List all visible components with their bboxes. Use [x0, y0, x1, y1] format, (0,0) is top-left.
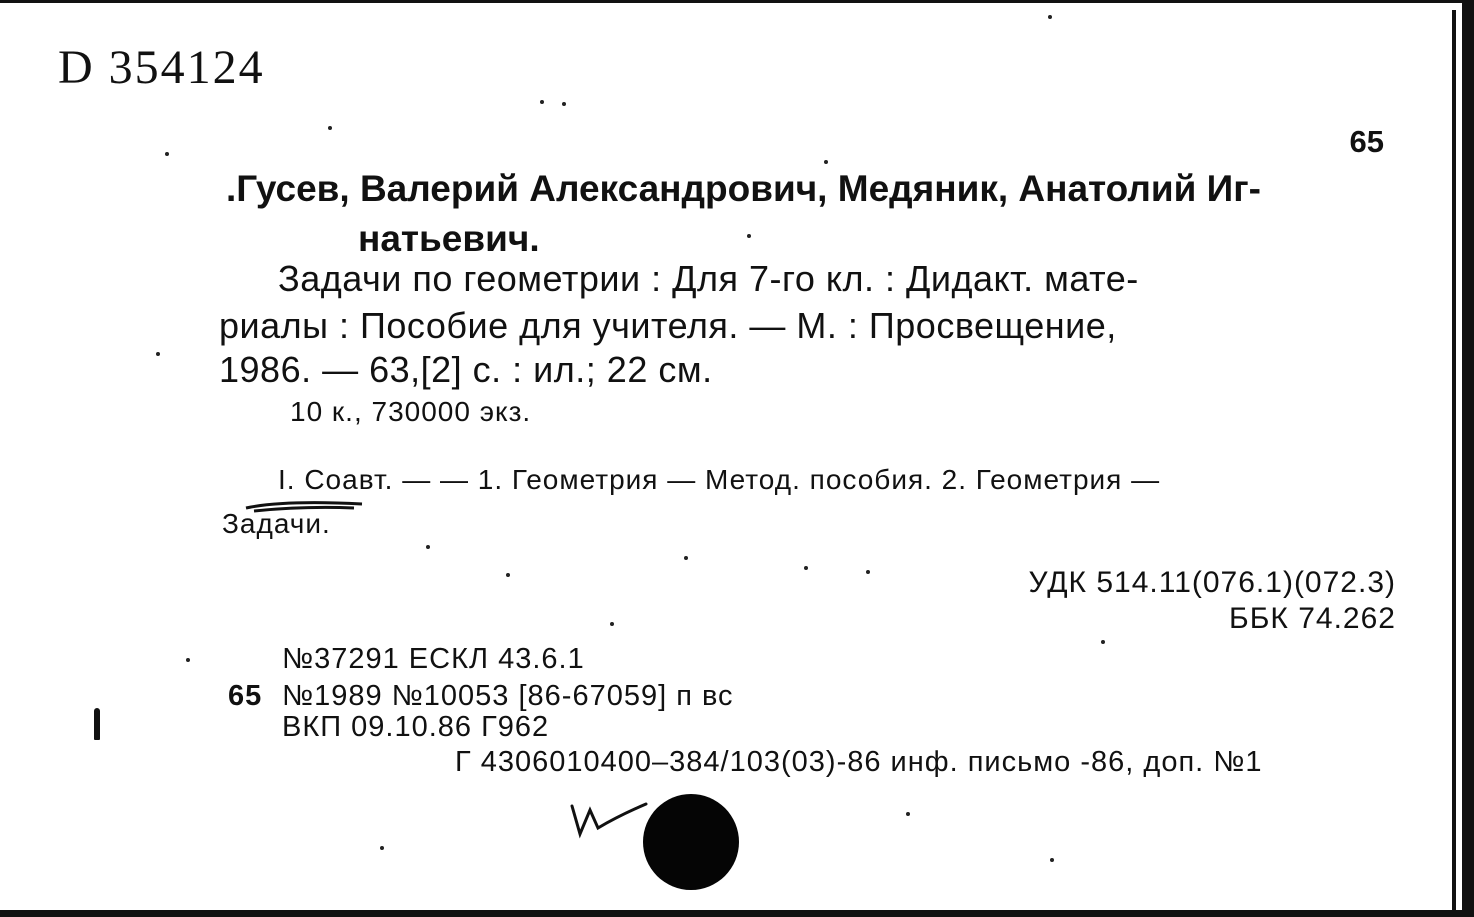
title-line-3: 1986. — 63,[2] с. : ил.; 22 см. [219, 349, 713, 390]
title-line-1: Задачи по геометрии : Для 7-го кл. : Дидакт. мате- [278, 258, 1139, 299]
speck-dot [1101, 640, 1105, 644]
card-punch-hole [643, 794, 739, 890]
shelf-mark: 65 [1349, 124, 1384, 159]
speck-dot [866, 570, 870, 574]
vkp-line: ВКП 09.10.86 Г962 [282, 711, 550, 743]
record-ids-line: №1989 №10053 [86-67059] п вс [282, 680, 734, 712]
card-right-inner-edge [1452, 10, 1456, 910]
speck-dot [426, 545, 430, 549]
record-number-line: №37291 ЕСКЛ 43.6.1 [282, 643, 585, 675]
speck-dot [540, 100, 544, 104]
speck-dot [684, 556, 688, 560]
inventory-number: D 354124 [58, 41, 265, 94]
order-code-line: Г 4306010400–384/103(03)-86 инф. письмо -86, доп. №1 [455, 746, 1263, 778]
speck-dot [506, 573, 510, 577]
card-bottom-edge [0, 910, 1474, 917]
author-heading-line-1: .Гусев, Валерий Александрович, Медяник, Анатолий Иг- [226, 168, 1261, 209]
speck-dot [186, 658, 190, 662]
speck-dot [824, 160, 828, 164]
speck-dot [328, 126, 332, 130]
udk-code: УДК 514.11(076.1)(072.3) [1028, 566, 1396, 599]
speck-dot [380, 846, 384, 850]
speck-dot [165, 152, 169, 156]
underline-swash-mark [244, 496, 364, 514]
speck-dot [804, 566, 808, 570]
card-right-edge [1462, 0, 1474, 917]
speck-dot [610, 622, 614, 626]
subject-headings-line-2: Задачи. [222, 508, 331, 539]
card-top-edge [0, 0, 1474, 3]
record-class-code: 65 [228, 680, 263, 712]
subject-headings-line-1: I. Соавт. — — 1. Геометрия — Метод. пособия. 2. Геометрия — [278, 464, 1161, 495]
price-circulation: 10 к., 730000 экз. [290, 396, 532, 427]
speck-dot [1050, 858, 1054, 862]
margin-tick-mark [94, 708, 100, 740]
speck-dot [156, 352, 160, 356]
bbk-code: ББК 74.262 [1229, 602, 1396, 635]
speck-dot [562, 102, 566, 106]
handwritten-mark [568, 796, 648, 846]
speck-dot [906, 812, 910, 816]
speck-dot [1048, 15, 1052, 19]
title-line-2: риалы : Пособие для учителя. — М. : Просвещение, [219, 305, 1117, 346]
speck-dot [747, 234, 751, 238]
author-heading-line-2: натьевич. [358, 218, 540, 259]
